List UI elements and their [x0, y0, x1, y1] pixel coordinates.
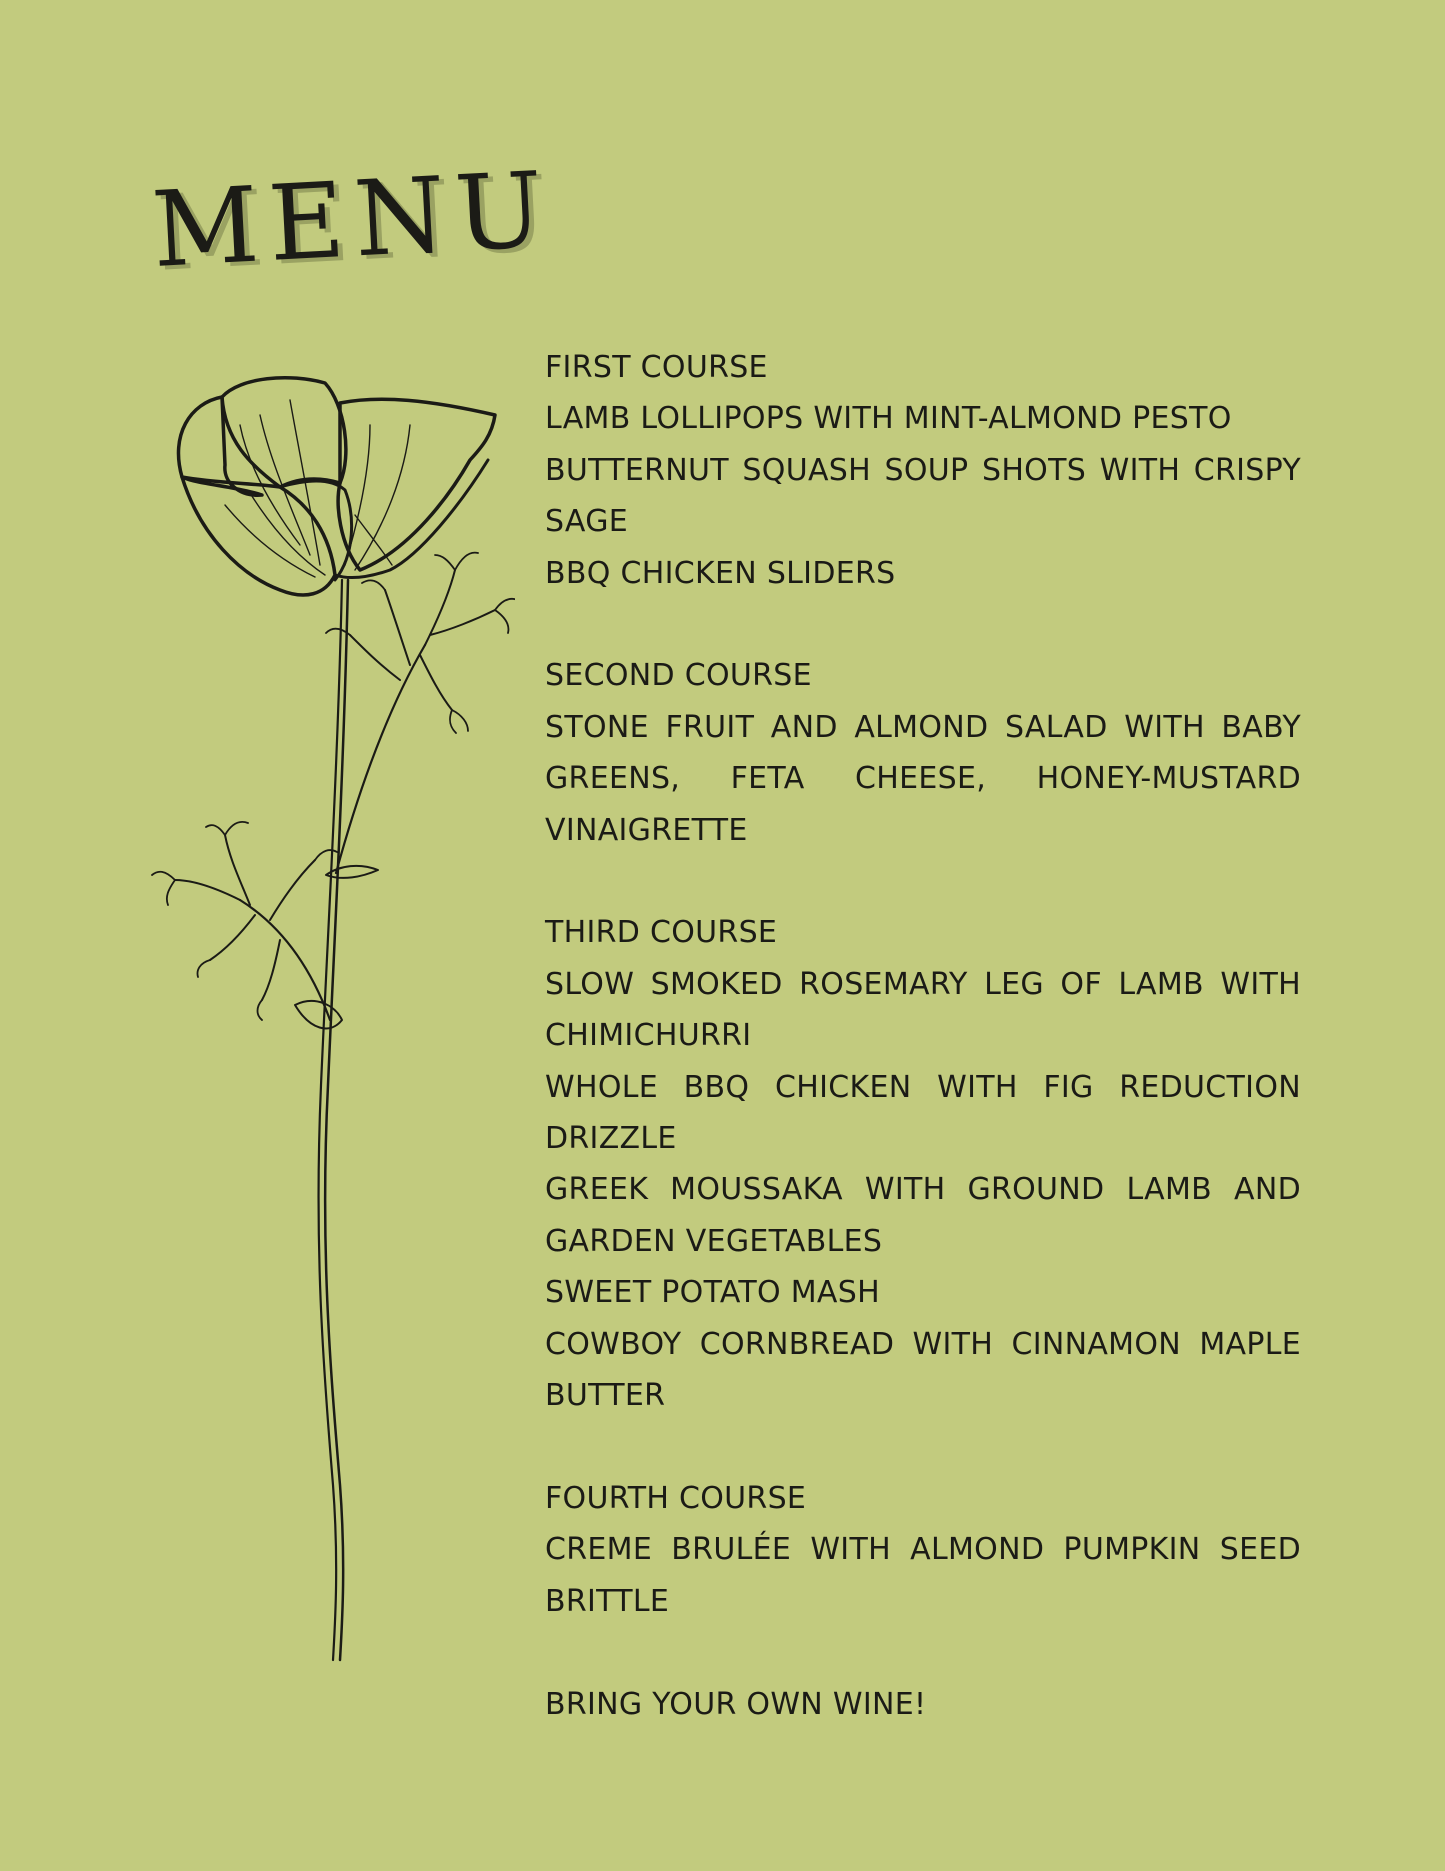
- menu-list: [545, 342, 1301, 1730]
- dish-item: WHOLE BBQ CHICKEN WITH FIG REDUCTION DRIZZLE: [545, 1069, 1301, 1157]
- dish-item: SLOW SMOKED ROSEMARY LEG OF LAMB WITH CHIMICHURRI: [545, 966, 1301, 1054]
- dish-item: CREME BRULÉE WITH ALMOND PUMPKIN SEED BRITTLE: [545, 1532, 1301, 1619]
- course-second: [545, 650, 1301, 856]
- dish-item: GREEK MOUSSAKA WITH GROUND LAMB AND GARDEN VEGETABLES: [545, 1172, 1301, 1259]
- dish-item: SWEET POTATO MASH: [545, 1275, 880, 1311]
- course-third: [545, 907, 1301, 1421]
- footer-note: BRING YOUR OWN WINE!: [545, 1686, 927, 1722]
- course-first: [545, 342, 1301, 599]
- course-title: SECOND COURSE: [545, 658, 812, 694]
- course-title: FIRST COURSE: [545, 350, 768, 385]
- course-title: FOURTH COURSE: [545, 1480, 807, 1516]
- dish-item: BBQ CHICKEN SLIDERS: [545, 555, 896, 591]
- poppy-flower-illustration: [130, 365, 515, 1665]
- dish-item: BUTTERNUT SQUASH SOUP SHOTS WITH CRISPY SAGE: [545, 452, 1301, 540]
- course-fourth: [545, 1473, 1301, 1627]
- course-title: THIRD COURSE: [545, 915, 778, 951]
- menu-title: MENU: [149, 148, 556, 291]
- dish-item: LAMB LOLLIPOPS WITH MINT-ALMOND PESTO: [545, 401, 1232, 437]
- dish-item: COWBOY CORNBREAD WITH CINNAMON MAPLE BUTTER: [545, 1326, 1301, 1414]
- dish-item: STONE FRUIT AND ALMOND SALAD WITH BABY GREENS, FETA CHEESE, HONEY-MUSTARD VINAIGRETTE: [545, 709, 1301, 848]
